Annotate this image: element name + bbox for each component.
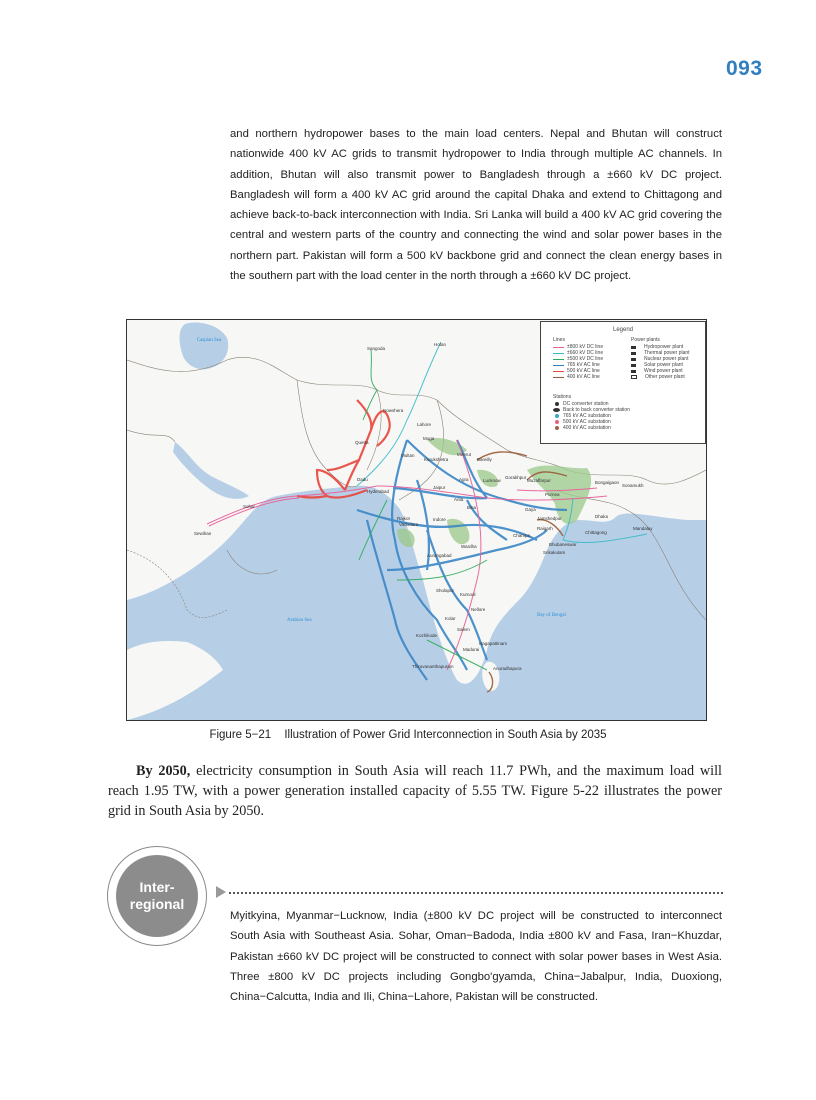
city-label: Sonamukh <box>622 483 644 488</box>
inter-regional-paragraph: Myitkyina, Myanmar−Lucknow, India (±800 kV DC project will be constructed to interconnect South Asia with Southeast Asia. Sohar, Oman−Badoda, India ±800 kV and Fasa, Iran−Khuzdar, Pakistan ±660 kV DC project will be constructed to connect with solar power bases in West Asia. Three ±800 kV DC projects including Gongbo'gyamda, China−Jabalpur, India, Duoxiong, China−Calcutta, India and Ili, China−Lahore, Pakistan will be constructed. <box>230 910 722 1004</box>
dotted-divider <box>229 892 723 894</box>
city-label: Lucknow <box>483 478 501 483</box>
dc660-line-swatch-icon <box>553 353 564 354</box>
figure-number: Figure 5−21 <box>209 729 272 741</box>
legend-line-item: ±800 kV DC line <box>553 344 603 350</box>
legend-lines-header: Lines <box>553 337 565 343</box>
city-label: Sholapur <box>436 588 455 593</box>
inter-regional-badge-label: Inter- regional <box>116 855 198 937</box>
legend-stations <box>553 394 630 431</box>
city-label: Rajkot <box>397 516 410 521</box>
city-label: Muzaffarpur <box>527 478 551 483</box>
substation-400-icon <box>555 426 559 430</box>
city-label: Dadu <box>357 477 368 482</box>
legend-plants-header: Power plants <box>631 337 660 343</box>
sea-label-arabian: Arabian Sea <box>287 618 312 623</box>
city-label: Bongaigaon <box>595 480 620 485</box>
city-label: Wardha <box>461 544 477 549</box>
legend-plant-item: Thermal power plant <box>631 350 690 356</box>
city-label: Sohar <box>243 504 256 509</box>
page-number: 093 <box>726 57 763 80</box>
city-label: Nellore <box>471 607 486 612</box>
legend-line-item: ±500 kV DC line <box>553 356 603 362</box>
city-label: Dhaka <box>595 514 609 519</box>
legend-lines <box>553 337 603 380</box>
city-label: Hyderabad <box>367 489 390 494</box>
city-label: Sangoda <box>367 346 386 351</box>
city-label: Agra <box>459 477 469 482</box>
city-label: Nowshera <box>383 408 404 413</box>
nuclear-icon <box>631 358 636 361</box>
legend-plants <box>631 337 690 380</box>
city-label: Meerut <box>457 452 472 457</box>
city-label: Gorakhpur <box>505 475 527 480</box>
city-label: Kozhikode <box>416 633 438 638</box>
city-label: Indore <box>433 517 446 522</box>
city-label: Nagapattinam <box>479 641 508 646</box>
figure-caption <box>0 729 816 741</box>
city-label: Bareilly <box>477 457 492 462</box>
substation-500-icon <box>555 420 559 424</box>
triangle-pointer-icon <box>216 886 226 898</box>
legend-line-item: 500 kV AC line <box>553 368 603 374</box>
city-label: Bina <box>467 505 477 510</box>
city-label: Bhubaneswar <box>549 542 577 547</box>
legend-plant-item: Nuclear power plant <box>631 356 690 362</box>
figure-caption-text: Illustration of Power Grid Interconnection in South Asia by 2035 <box>284 729 607 741</box>
legend-line-item: 400 kV AC line <box>553 374 603 380</box>
city-label: Quetta <box>355 440 369 445</box>
inter-regional-badge <box>107 846 207 946</box>
paragraph-2050-lead: By 2050, <box>136 763 191 779</box>
legend-station-item: 400 kV AC substation <box>553 425 630 431</box>
substation-765-icon <box>555 414 559 418</box>
city-label: Mandalay <box>633 526 653 531</box>
city-label: Jamshedpur <box>537 516 562 521</box>
city-label: Sewihan <box>194 531 212 536</box>
city-label: Kolar <box>445 616 456 621</box>
legend-station-item: Back to back converter station <box>553 407 630 413</box>
legend-stations-header: Stations <box>553 394 572 400</box>
paragraph-2050 <box>108 761 722 821</box>
other-plant-icon <box>631 375 637 379</box>
city-label: Multan <box>401 453 415 458</box>
dc500-line-swatch-icon <box>553 359 564 360</box>
sea-label-bengal: Bay of Bengal <box>537 613 566 618</box>
thermal-icon <box>631 352 636 355</box>
city-label: Anuradhapura <box>493 666 522 671</box>
city-label: Lahore <box>417 422 432 427</box>
city-label: Raigarh <box>537 526 553 531</box>
city-label: Vadodara <box>399 522 419 527</box>
intro-paragraph: and northern hydropower bases to the main load centers. Nepal and Bhutan will construct nationwide 400 kV AC grids to transmit hydropower to India through multiple AC channels. In addition, Bhutan will also transmit power to Bangladesh through a ±660 kV DC project. Bangladesh will form a 400 kV AC grid around the capital Dhaka and extend to Chittagong and achieve back-to-back interconnection with India. Sri Lanka will build a 400 kV AC grid covering the central and western parts of the country and connecting the wind and solar power bases in the northern part. Pakistan will form a 500 kV backbone grid and connect the clean energy bases in the southern part with the load center in the north through a ±660 kV DC project. <box>230 128 722 283</box>
dc800-line-swatch-icon <box>553 347 564 348</box>
dc-converter-icon <box>555 402 559 406</box>
legend-plant-item: Other power plant <box>631 374 690 380</box>
legend-plant-item: Solar power plant <box>631 362 690 368</box>
ac400-line-swatch-icon <box>553 377 564 378</box>
power-grid-map-figure <box>126 319 707 721</box>
hydropower-icon <box>631 346 636 349</box>
legend-station-item: DC converter station <box>553 401 630 407</box>
wind-icon <box>631 370 636 373</box>
solar-icon <box>631 364 636 367</box>
city-label: Salem <box>457 627 470 632</box>
city-label: Purnea <box>545 492 560 497</box>
city-label: Kurukshetra <box>424 457 449 462</box>
city-label: Srikakulam <box>543 550 566 555</box>
city-label: Chittagong <box>585 530 607 535</box>
city-label: Kurnool <box>460 592 476 597</box>
legend-station-item: 500 kV AC substation <box>553 419 630 425</box>
ac765-line-swatch-icon <box>553 365 564 366</box>
city-label: Aurangabad <box>427 553 452 558</box>
city-label: Madurai <box>463 647 480 652</box>
city-label: Gaya <box>525 507 536 512</box>
back-to-back-converter-icon <box>553 408 560 412</box>
legend-plant-item: Wind power plant <box>631 368 690 374</box>
legend-line-item: 765 kV AC line <box>553 362 603 368</box>
legend-station-item: 765 kV AC substation <box>553 413 630 419</box>
city-label: Champa <box>513 533 531 538</box>
legend-line-item: ±660 kV DC line <box>553 350 603 356</box>
city-label: Jaipur <box>433 485 446 490</box>
legend-title: Legend <box>612 327 634 333</box>
legend-plant-item: Hydropower plant <box>631 344 690 350</box>
ac500-line-swatch-icon <box>553 371 564 372</box>
map-legend <box>540 321 706 444</box>
city-label: Anta <box>454 497 464 502</box>
sea-label-caspian: Caspian Sea <box>196 338 222 343</box>
city-label: Hotan <box>434 342 447 347</box>
paragraph-2050-text: electricity consumption in South Asia will reach 11.7 PWh, and the maximum load will reach 1.95 TW, with a power generation installed capacity of 5.55 TW. Figure 5-22 illustrates the power grid in South Asia by 2050. <box>108 763 722 819</box>
city-label: Thiruvananthapuram <box>412 664 454 669</box>
city-label: Moga <box>423 436 435 441</box>
